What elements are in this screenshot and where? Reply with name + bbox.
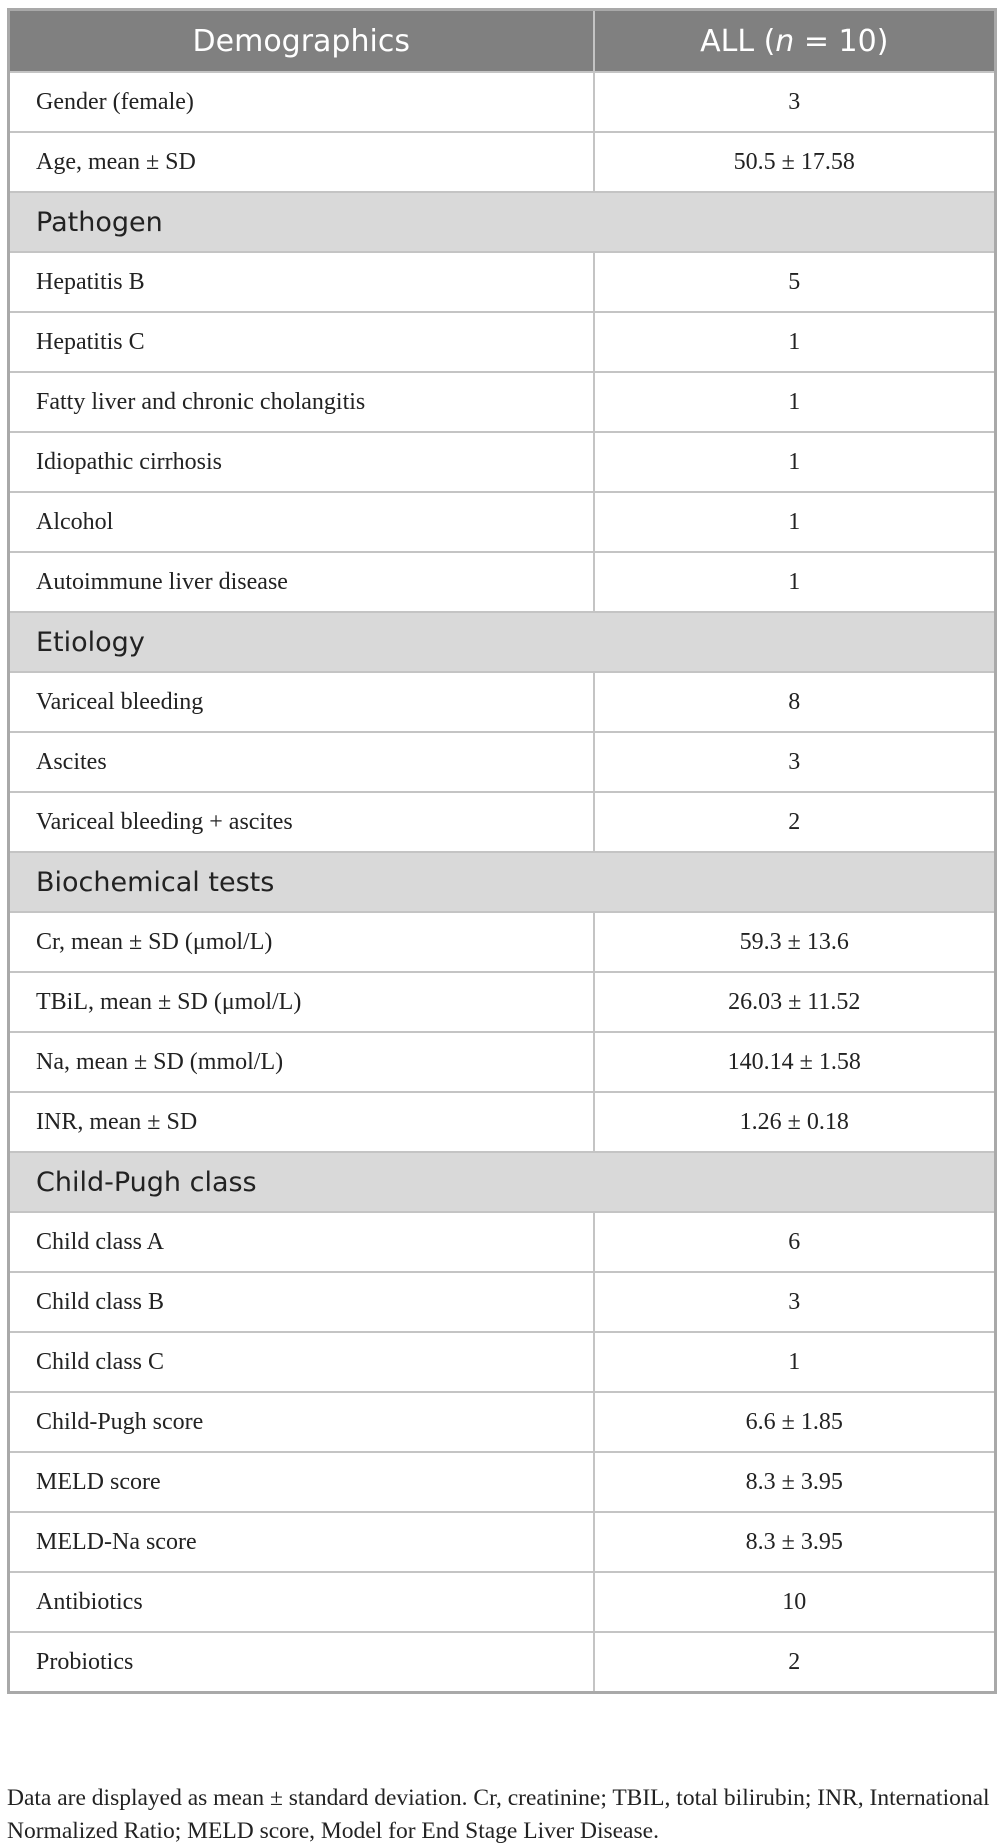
table-row bbox=[9, 732, 996, 792]
row-label: Child class C bbox=[9, 1332, 594, 1392]
table-row bbox=[9, 792, 996, 852]
row-value: 6 bbox=[594, 1212, 996, 1272]
table-row bbox=[9, 1272, 996, 1332]
row-value: 6.6 ± 1.85 bbox=[594, 1392, 996, 1452]
row-label: Ascites bbox=[9, 732, 594, 792]
row-label: Probiotics bbox=[9, 1632, 594, 1693]
table-row bbox=[9, 432, 996, 492]
section-label: Biochemical tests bbox=[9, 852, 996, 912]
row-value: 1.26 ± 0.18 bbox=[594, 1092, 996, 1152]
table-row bbox=[9, 132, 996, 192]
row-label: Na, mean ± SD (mmol/L) bbox=[9, 1032, 594, 1092]
table-row bbox=[9, 912, 996, 972]
row-value: 1 bbox=[594, 552, 996, 612]
section-label: Pathogen bbox=[9, 192, 996, 252]
row-value: 1 bbox=[594, 432, 996, 492]
table-row bbox=[9, 1512, 996, 1572]
table-row bbox=[9, 1392, 996, 1452]
table-row bbox=[9, 312, 996, 372]
table-row bbox=[9, 972, 996, 1032]
section-label: Child-Pugh class bbox=[9, 1152, 996, 1212]
table-row bbox=[9, 252, 996, 312]
section-row bbox=[9, 192, 996, 252]
row-value: 10 bbox=[594, 1572, 996, 1632]
row-value: 59.3 ± 13.6 bbox=[594, 912, 996, 972]
row-label: MELD score bbox=[9, 1452, 594, 1512]
section-row bbox=[9, 852, 996, 912]
row-value: 1 bbox=[594, 312, 996, 372]
row-label: INR, mean ± SD bbox=[9, 1092, 594, 1152]
header-all-prefix: ALL ( bbox=[700, 23, 776, 59]
row-label: Hepatitis B bbox=[9, 252, 594, 312]
header-all bbox=[594, 10, 996, 73]
demographics-table bbox=[7, 8, 997, 1694]
row-value: 1 bbox=[594, 1332, 996, 1392]
row-label: Fatty liver and chronic cholangitis bbox=[9, 372, 594, 432]
row-value: 1 bbox=[594, 492, 996, 552]
row-label: Cr, mean ± SD (μmol/L) bbox=[9, 912, 594, 972]
table-row bbox=[9, 1212, 996, 1272]
row-label: Child class A bbox=[9, 1212, 594, 1272]
table-row bbox=[9, 1092, 996, 1152]
table-row bbox=[9, 72, 996, 132]
section-row bbox=[9, 612, 996, 672]
table-footnote: Data are displayed as mean ± standard deviation. Cr, creatinine; TBIL, total bilirubin; INR, International Normalized Ratio; MELD score, Model for End Stage Liver Disease. bbox=[7, 1785, 990, 1844]
section-label: Etiology bbox=[9, 612, 996, 672]
table-row bbox=[9, 552, 996, 612]
row-value: 50.5 ± 17.58 bbox=[594, 132, 996, 192]
row-value: 8.3 ± 3.95 bbox=[594, 1512, 996, 1572]
row-value: 2 bbox=[594, 792, 996, 852]
table-row bbox=[9, 1452, 996, 1512]
table-row bbox=[9, 672, 996, 732]
row-value: 8 bbox=[594, 672, 996, 732]
row-value: 140.14 ± 1.58 bbox=[594, 1032, 996, 1092]
row-label: Child class B bbox=[9, 1272, 594, 1332]
header-all-suffix: = 10) bbox=[794, 23, 889, 59]
row-label: Autoimmune liver disease bbox=[9, 552, 594, 612]
row-label: Gender (female) bbox=[9, 72, 594, 132]
header-demographics: Demographics bbox=[9, 10, 594, 73]
table-row bbox=[9, 1572, 996, 1632]
row-value: 8.3 ± 3.95 bbox=[594, 1452, 996, 1512]
table-header-row bbox=[9, 10, 996, 73]
row-label: Variceal bleeding bbox=[9, 672, 594, 732]
table-row bbox=[9, 1632, 996, 1693]
row-label: MELD-Na score bbox=[9, 1512, 594, 1572]
row-value: 3 bbox=[594, 1272, 996, 1332]
row-label: Antibiotics bbox=[9, 1572, 594, 1632]
row-label: Variceal bleeding + ascites bbox=[9, 792, 594, 852]
row-value: 5 bbox=[594, 252, 996, 312]
table-row bbox=[9, 1032, 996, 1092]
row-value: 3 bbox=[594, 732, 996, 792]
row-label: TBiL, mean ± SD (μmol/L) bbox=[9, 972, 594, 1032]
row-value: 1 bbox=[594, 372, 996, 432]
row-value: 26.03 ± 11.52 bbox=[594, 972, 996, 1032]
row-label: Age, mean ± SD bbox=[9, 132, 594, 192]
table-row bbox=[9, 1332, 996, 1392]
row-label: Idiopathic cirrhosis bbox=[9, 432, 594, 492]
row-value: 2 bbox=[594, 1632, 996, 1693]
row-label: Child-Pugh score bbox=[9, 1392, 594, 1452]
row-label: Hepatitis C bbox=[9, 312, 594, 372]
header-all-n: n bbox=[775, 23, 795, 59]
table-row bbox=[9, 372, 996, 432]
row-label: Alcohol bbox=[9, 492, 594, 552]
table-row bbox=[9, 492, 996, 552]
section-row bbox=[9, 1152, 996, 1212]
row-value: 3 bbox=[594, 72, 996, 132]
